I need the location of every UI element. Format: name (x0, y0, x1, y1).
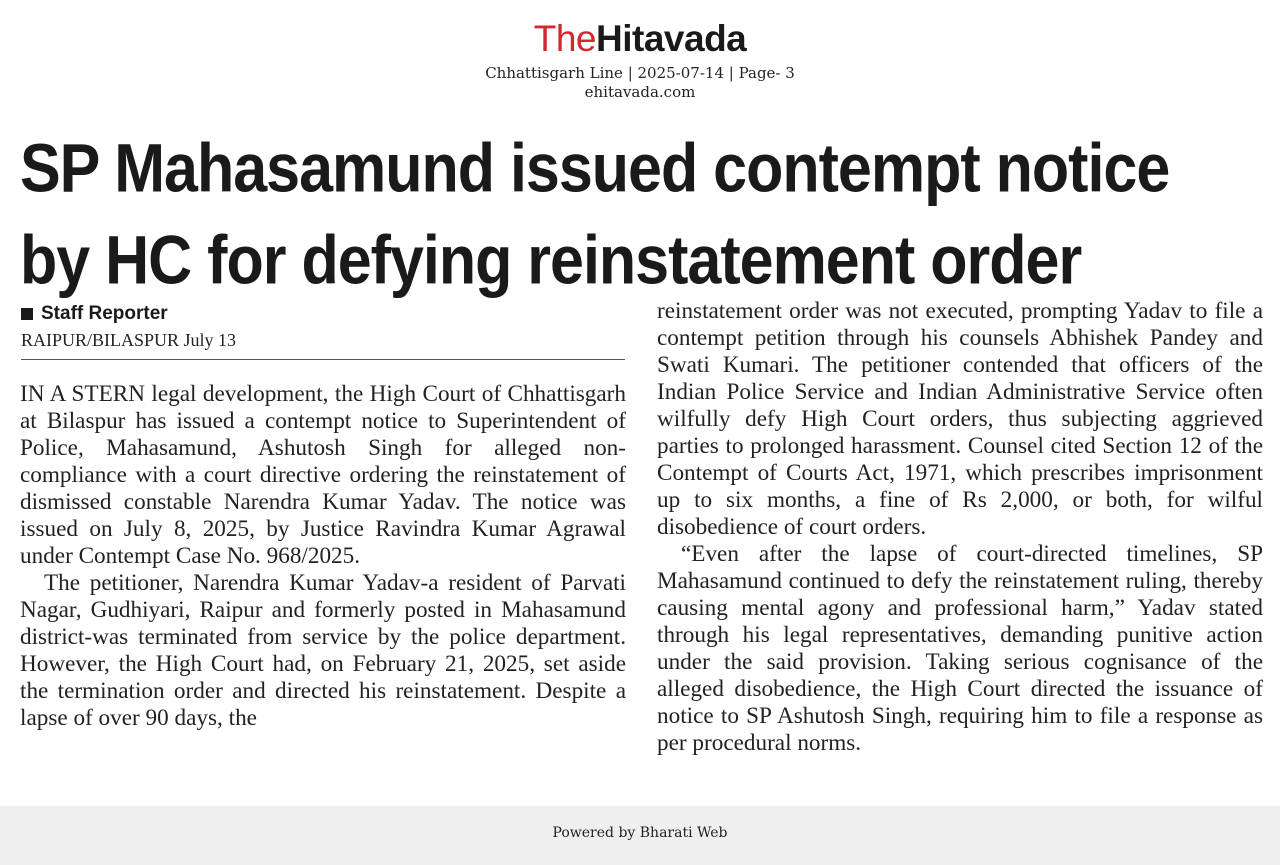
article-column-left (20, 381, 626, 732)
article-headline (20, 122, 1265, 306)
edition-line: Chhattisgarh Line | 2025-07-14 | Page- 3 (485, 64, 795, 82)
newspaper-logo[interactable] (0, 18, 1280, 60)
logo-the: The (533, 18, 597, 59)
dateline: RAIPUR/BILASPUR July 13 (21, 330, 237, 350)
headline-line-1: SP Mahasamund issued contempt notice (20, 129, 1170, 206)
headline-line-2: by HC for defying reinstatement order (20, 221, 1082, 298)
logo-name: Hitavada (596, 18, 747, 59)
masthead (0, 18, 1280, 101)
article-paragraph: “Even after the lapse of court-directed timelines, SP Mahasamund continued to defy the reinstatement ruling, thereby causing mental agony and professional harm,” Yadav stated through his legal representatives, demanding punitive action under the said provision. Taking serious cognisance of the alleged disobedience, the High Court directed the issuance of notice to SP Ashutosh Singh, requiring him to file a response as per procedural norms. (657, 541, 1263, 756)
byline-block (21, 303, 625, 360)
square-bullet-icon (21, 308, 33, 320)
site-link[interactable]: ehitavada.com (584, 83, 696, 101)
byline (21, 303, 625, 325)
article-paragraph: reinstatement order was not executed, prompting Yadav to file a contempt petition through his counsels Abhishek Pandey and Swati Kumari. The petitioner contended that officers of the Indian Police Service and Indian Administrative Service often wilfully defy High Court orders, thus subjecting aggrieved parties to prolonged harassment. Counsel cited Section 12 of the Contempt of Courts Act, 1971, which prescribes imprisonment up to six months, a fine of Rs 2,000, or both, for wilful disobedience of court orders. (657, 298, 1263, 540)
article-paragraph: IN A STERN legal development, the High Court of Chhattisgarh at Bilaspur has issued a contempt notice to Superintendent of Police, Mahasamund, Ashutosh Singh for alleged non-compliance with a court directive ordering the reinstatement of dismissed constable Narendra Kumar Yadav. The notice was issued on July 8, 2025, by Justice Ravindra Kumar Agrawal under Contempt Case No. 968/2025. (20, 381, 626, 569)
article-column-right (657, 298, 1263, 757)
byline-author: Staff Reporter (41, 303, 168, 324)
powered-by-link[interactable]: Powered by Bharati Web (552, 825, 728, 841)
footer-bar (0, 806, 1280, 865)
article-paragraph: The petitioner, Narendra Kumar Yadav-a resident of Parvati Nagar, Gudhiyari, Raipur and formerly posted in Mahasamund district-was terminated from service by the police department. However, the High Court had, on February 21, 2025, set aside the termination order and directed his reinstatement. Despite a lapse of over 90 days, the (20, 570, 626, 731)
